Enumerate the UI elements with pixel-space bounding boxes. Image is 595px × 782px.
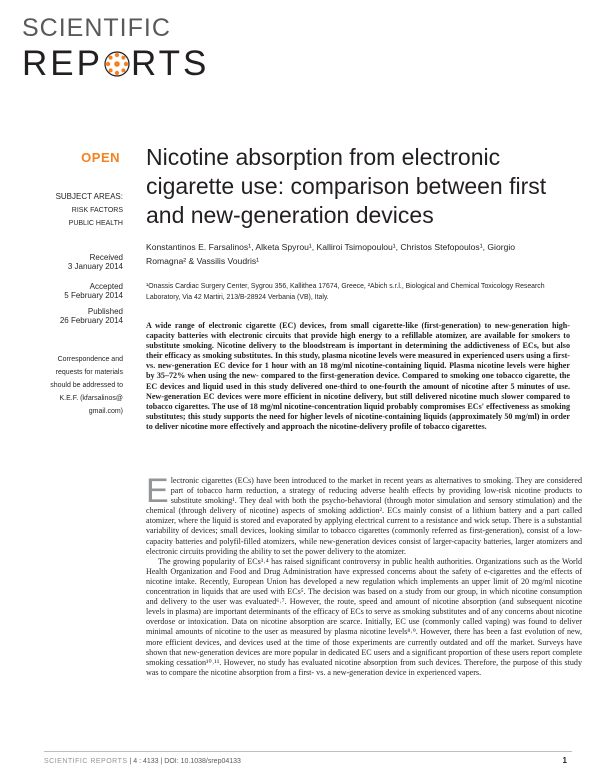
logo-reports-part-a: REP bbox=[22, 44, 103, 83]
footer-divider bbox=[44, 751, 572, 752]
correspondence-line: requests for materials bbox=[55, 369, 123, 376]
journal-logo bbox=[22, 14, 210, 84]
drop-cap: E bbox=[146, 472, 169, 510]
footer-doi[interactable]: | 4 : 4133 | DOI: 10.1038/srep04133 bbox=[129, 758, 241, 765]
correspondence-note bbox=[16, 353, 123, 418]
published-date bbox=[16, 307, 123, 325]
footer-brand: SCIENTIFIC REPORTS bbox=[44, 758, 128, 765]
correspondence-email[interactable]: K.E.F. (kfarsalinos@ bbox=[59, 395, 123, 402]
correspondence-email[interactable]: gmail.com) bbox=[88, 408, 123, 415]
logo-reports-part-b: RTS bbox=[130, 44, 210, 83]
author-list: Konstantinos E. Farsalinos¹, Alketa Spyrou¹, Kalliroi Tsimopoulou¹, Christos Stefopoulos¹, Giorgio Romagna² & Vassilis Voudris¹ bbox=[146, 242, 516, 266]
logo-scientific: SCIENTIFIC bbox=[22, 14, 171, 42]
footer-citation bbox=[44, 758, 241, 765]
received-date bbox=[16, 253, 123, 271]
published-label: Published bbox=[87, 307, 123, 316]
received-value: 3 January 2014 bbox=[67, 262, 123, 271]
body-paragraph: The growing popularity of ECs³˒⁴ has raised significant controversy in public health authorities. Organizations such as the World Health Organization and Food and Drug Administration have expressed concerns about the safety of e-cigarettes and the effects of nicotine intake. Recently, European Union has developed a new regulation which implements an upper limit of 20 mg/ml nicotine concentration in liquids that are used with ECs⁵. The decision was based on a study from our group, in which nicotine consumption and delivery to the user was evaluated⁶˒⁷. However, the route, speed and amount of nicotine absorption (and subsequent nicotine levels in plasma) are important determinants of the efficacy of ECs to serve as smoking substitutes and of any concerns about nicotine overdose or intoxication. Data on nicotine absorption are scarce. Initially, EC use (commonly called vaping) was found to deliver minimal amounts of nicotine to the user as measured by plasma nicotine levels⁸˒⁹. However, there has been a fast evolution of new, more efficient devices, and devices used at the time of those experiments are currently outdated and off the market. Surveys have shown that new-generation devices are more popular in dedicated EC users and a significant proportion of these users report complete smoking cessation¹⁰˒¹¹. However, no study has evaluated nicotine absorption from such devices. Therefore, the purpose of this study was to compare the nicotine absorption from a first- vs. a new-generation device in experienced vapers. bbox=[146, 556, 582, 677]
logo-o-icon bbox=[104, 46, 130, 72]
article-title: Nicotine absorption from electronic cigarette use: comparison between first and new-generation devices bbox=[146, 144, 547, 228]
open-access-label: OPEN bbox=[81, 150, 120, 165]
subject-areas-heading: SUBJECT AREAS: bbox=[55, 192, 123, 201]
published-value: 26 February 2014 bbox=[59, 316, 123, 325]
accepted-date bbox=[16, 282, 123, 300]
correspondence-line: should be addressed to bbox=[50, 382, 123, 389]
subject-area-link[interactable]: PUBLIC HEALTH bbox=[68, 220, 123, 227]
body-paragraph bbox=[146, 472, 582, 557]
subject-areas bbox=[16, 192, 123, 230]
affiliations: ¹Onassis Cardiac Surgery Center, Sygrou 356, Kallithea 17674, Greece, ²Abich s.r.l., Biological and Chemical Toxicology Research Laboratory, Via 42 Martiri, 213/B-28924 Verbania (VB), Italy. bbox=[146, 283, 545, 301]
subject-area-link[interactable]: RISK FACTORS bbox=[71, 207, 123, 214]
body-text bbox=[146, 472, 582, 678]
abstract: A wide range of electronic cigarette (EC) devices, from small cigarette-like (first-generation) to new-generation high-capacity batteries with electronic circuits that provide high energy to a refillable atomizer, are available for smokers to substitute smoking. Nicotine delivery to the bloodstream is important in determining the addictiveness of ECs, but also their efficacy as smoking substitutes. In this study, plasma nicotine levels were measured in experienced users using a first- vs. new-generation EC device for 1 hour with an 18 mg/ml nicotine-containing liquid. Plasma nicotine levels were higher by 35–72% when using the new- compared to the first-generation device. Compared to smoking one tobacco cigarette, the EC devices and liquid used in this study delivered one-third to one-fourth the amount of nicotine after 5 minutes of use. New-generation EC devices were more efficient in nicotine delivery, but still delivered nicotine much slower compared to tobacco cigarettes. The use of 18 mg/ml nicotine-concentration liquid probably compromises ECs' effectiveness as smoking substitutes; this study supports the need for higher levels of nicotine-containing liquids (approximately 50 mg/ml) in order to deliver nicotine more effectively and approach the nicotine-delivery profile of tobacco cigarettes. bbox=[146, 321, 570, 431]
accepted-value: 5 February 2014 bbox=[64, 291, 123, 300]
received-label: Received bbox=[89, 253, 123, 262]
paragraph-text: lectronic cigarettes (ECs) have been introduced to the market in recent years as alternatives to smoking. They are considered part of tobacco harm reduction, a strategy of reducing adverse health effects by providing low-risk nicotine products to substitute smoking¹. They deal with both the psycho-behavioral (through motor simulation and sensory stimulation) and the chemical (through delivery of nicotine) aspects of smoking addiction². ECs mainly consist of a lithium battery and a part called atomizer, where the liquid is stored and evaporated by applying electrical current to a resistance and wick setup. There is a substantial variability of devices; small devices, looking similar to tobacco cigarettes (commonly referred as first-generation), consist of a low-capacity batteries and polyfil-filled atomizers, while new-generation devices consist of larger-capacity batteries, larger atomizers and electronic circuits providing the ability to set the power delivery to the atomizer. bbox=[146, 476, 582, 556]
accepted-label: Accepted bbox=[89, 282, 123, 291]
correspondence-line: Correspondence and bbox=[57, 356, 123, 363]
page-number: 1 bbox=[562, 756, 567, 765]
logo-reports bbox=[22, 44, 209, 84]
